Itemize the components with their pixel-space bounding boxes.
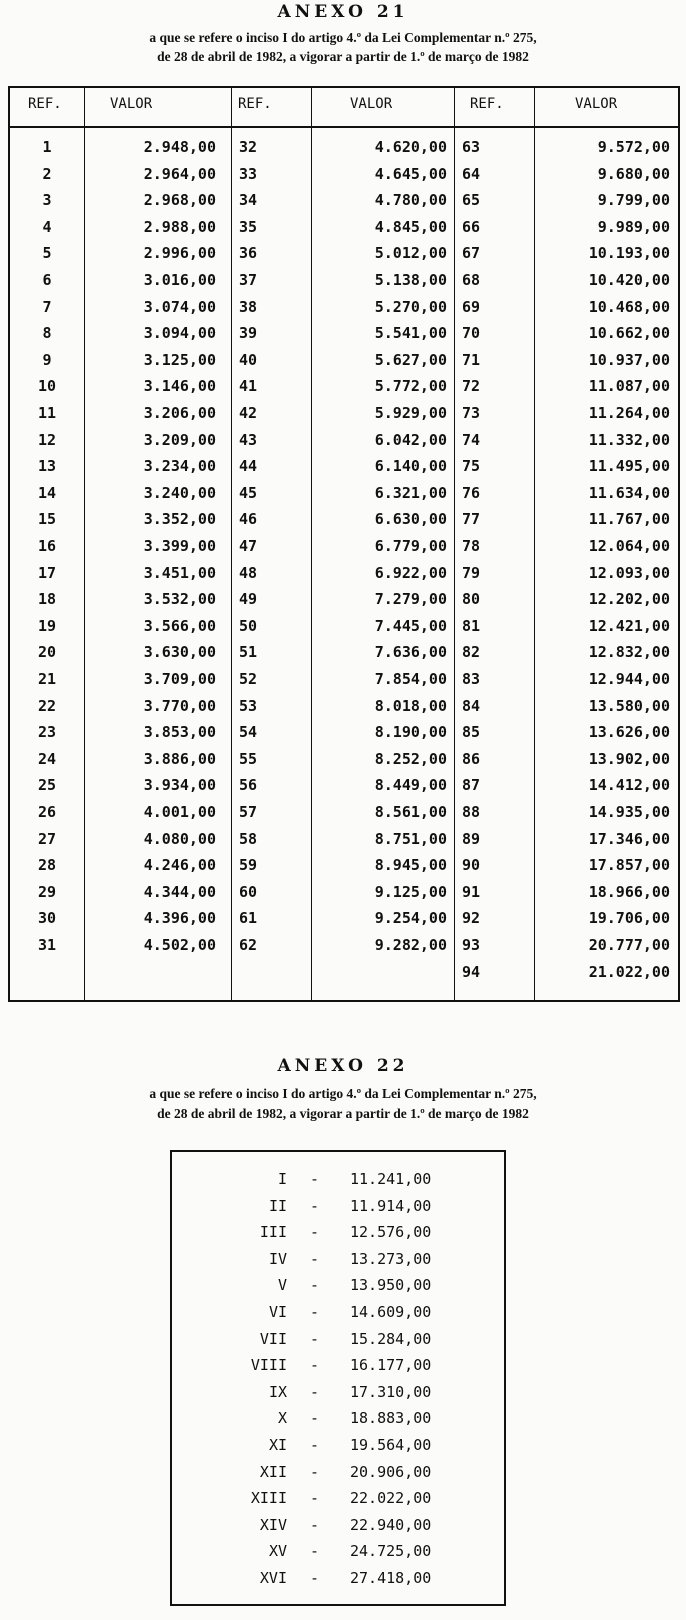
valor-cell: 9.680,00 (597, 164, 670, 183)
anexo21-table (8, 86, 680, 1002)
valor-cell: 5.772,00 (374, 377, 447, 396)
ref-cell: 21 (37, 670, 57, 688)
ref-cell: 71 (462, 350, 481, 369)
ref-cell: 20 (37, 643, 57, 662)
header-valor-2: VALOR (350, 96, 393, 112)
header-valor-3: VALOR (575, 96, 618, 112)
valor-cell: 12.421,00 (588, 616, 670, 635)
ref-cell: 45 (239, 483, 258, 502)
valor-cell: 3.532,00 (143, 590, 216, 609)
separator-dash: - (310, 1170, 320, 1188)
valor-cell: 19.564,00 (350, 1436, 432, 1454)
ref-cell: 59 (239, 856, 258, 875)
valor-cell: 12.832,00 (588, 643, 670, 662)
valor-cell: 18.966,00 (588, 882, 670, 901)
ref-roman: XIV (259, 1515, 287, 1534)
ref-cell: 3 (42, 191, 52, 210)
separator-dash: - (310, 1329, 320, 1348)
ref-roman: XV (268, 1542, 287, 1561)
valor-cell: 13.902,00 (588, 749, 670, 768)
valor-cell: 3.352,00 (143, 510, 216, 529)
ref-roman: XIII (250, 1489, 287, 1508)
valor-cell: 3.399,00 (143, 537, 216, 555)
separator-dash: - (310, 1436, 320, 1454)
anexo21-title: ANEXO 21 (277, 2, 409, 22)
ref-roman: VII (259, 1329, 287, 1348)
valor-cell: 12.944,00 (588, 670, 670, 688)
ref-cell: 86 (462, 749, 481, 768)
valor-cell: 6.630,00 (374, 510, 447, 529)
valor-cell: 3.209,00 (143, 430, 216, 449)
valor-cell: 8.561,00 (374, 803, 447, 821)
ref-cell: 78 (462, 537, 481, 555)
ref-cell: 15 (37, 510, 57, 529)
table-row (172, 1516, 504, 1538)
ref-cell: 64 (462, 164, 481, 183)
ref-cell: 39 (239, 324, 258, 343)
valor-cell: 9.572,00 (597, 138, 670, 156)
valor-cell: 2.988,00 (143, 217, 216, 236)
table-row (172, 1436, 504, 1458)
ref-cell: 46 (239, 510, 258, 529)
valor-cell: 7.854,00 (374, 670, 447, 688)
ref-cell: 48 (239, 563, 258, 582)
ref-cell: 17 (37, 563, 57, 582)
ref-cell: 24 (37, 749, 57, 768)
anexo21-subtitle-line2: de 28 de abril de 1982, a vigorar a partir de 1.º de março de 1982 (157, 49, 529, 64)
table-row (172, 1250, 504, 1272)
ref-cell: 60 (239, 882, 258, 901)
valor-cell: 9.282,00 (374, 936, 447, 954)
ref-cell: 91 (462, 882, 481, 901)
separator-dash: - (310, 1356, 320, 1375)
valor-cell: 4.780,00 (374, 191, 447, 210)
valor-cell: 6.140,00 (374, 457, 447, 476)
valor-cell: 5.929,00 (374, 404, 447, 422)
valor-cell: 14.935,00 (588, 803, 670, 821)
valor-cell: 6.779,00 (374, 537, 447, 555)
ref-cell: 77 (462, 510, 481, 529)
ref-cell: 94 (462, 962, 481, 981)
header-ref-1: REF. (28, 96, 62, 112)
separator-dash: - (310, 1409, 320, 1428)
ref-roman: IV (268, 1249, 287, 1268)
table-row (172, 1170, 504, 1192)
valor-cell: 4.502,00 (143, 936, 216, 954)
valor-cell: 18.883,00 (350, 1409, 432, 1428)
ref-cell: 53 (239, 696, 258, 715)
ref-cell: 35 (239, 217, 258, 236)
table-row (172, 1383, 504, 1405)
ref-cell: 33 (239, 164, 258, 183)
valor-cell: 12.202,00 (588, 590, 670, 609)
valor-cell: 9.799,00 (597, 191, 670, 210)
valor-cell: 2.968,00 (143, 191, 216, 210)
ref-cell: 31 (37, 936, 57, 954)
valor-cell: 17.857,00 (588, 856, 670, 875)
valor-cell: 8.751,00 (374, 829, 447, 848)
ref-cell: 93 (462, 936, 481, 954)
ref-cell: 44 (239, 457, 258, 476)
table-row (172, 1197, 504, 1219)
ref-cell: 22 (37, 696, 57, 715)
ref-cell: 75 (462, 457, 481, 476)
valor-cell: 10.420,00 (588, 271, 670, 289)
valor-cell: 9.989,00 (597, 217, 670, 236)
ref-roman: VIII (250, 1356, 287, 1375)
ref-cell: 36 (239, 244, 258, 263)
ref-cell: 6 (42, 271, 52, 289)
ref-cell: 1 (42, 138, 52, 156)
valor-cell: 3.770,00 (143, 696, 216, 715)
table-row (172, 1303, 504, 1325)
valor-cell: 2.948,00 (143, 138, 216, 156)
ref-cell: 62 (239, 936, 258, 954)
ref-cell: 67 (462, 244, 481, 263)
valor-cell: 17.310,00 (350, 1382, 432, 1401)
ref-cell: 58 (239, 829, 258, 848)
valor-cell: 4.001,00 (143, 803, 216, 821)
ref-cell: 70 (462, 324, 481, 343)
separator-dash: - (310, 1276, 320, 1295)
valor-cell: 8.252,00 (374, 749, 447, 768)
valor-cell: 3.125,00 (143, 350, 216, 369)
table-row (172, 1330, 504, 1352)
ref-cell: 34 (239, 191, 258, 210)
ref-cell: 79 (462, 563, 481, 582)
ref-cell: 23 (37, 723, 57, 742)
valor-cell: 11.914,00 (350, 1196, 432, 1215)
valor-cell: 5.270,00 (374, 297, 447, 316)
valor-cell: 10.662,00 (588, 324, 670, 343)
ref-cell: 14 (37, 483, 57, 502)
ref-cell: 27 (37, 829, 57, 848)
ref-cell: 84 (462, 696, 481, 715)
ref-cell: 13 (37, 457, 57, 476)
anexo22-subtitle-line1: a que se refere o inciso I do artigo 4.º da Lei Complementar n.º 275, (149, 1086, 537, 1101)
valor-cell: 12.093,00 (588, 563, 670, 582)
valor-cell: 3.630,00 (143, 643, 216, 662)
ref-cell: 28 (37, 856, 57, 875)
ref-cell: 16 (37, 537, 57, 555)
ref-cell: 76 (462, 483, 481, 502)
table-row (172, 1276, 504, 1298)
ref-roman: II (268, 1196, 287, 1215)
ref-cell: 80 (462, 590, 481, 609)
valor-cell: 11.634,00 (588, 483, 670, 502)
valor-cell: 13.626,00 (588, 723, 670, 742)
ref-cell: 92 (462, 909, 481, 928)
ref-cell: 40 (239, 350, 258, 369)
separator-dash: - (310, 1196, 320, 1215)
valor-cell: 9.125,00 (374, 882, 447, 901)
valor-cell: 10.193,00 (588, 244, 670, 263)
valor-cell: 4.645,00 (374, 164, 447, 183)
ref-roman: III (259, 1223, 287, 1242)
ref-cell: 8 (42, 324, 52, 343)
ref-roman: IX (268, 1382, 287, 1401)
valor-cell: 3.709,00 (143, 670, 216, 688)
valor-cell: 3.146,00 (143, 377, 216, 396)
table-row (172, 1489, 504, 1511)
valor-cell: 3.240,00 (143, 483, 216, 502)
header-valor-1: VALOR (110, 96, 153, 112)
valor-cell: 3.886,00 (143, 749, 216, 768)
valor-cell: 3.074,00 (143, 297, 216, 316)
ref-roman: I (277, 1170, 287, 1188)
ref-roman: XII (259, 1462, 287, 1481)
ref-cell: 82 (462, 643, 481, 662)
valor-cell: 3.566,00 (143, 616, 216, 635)
valor-cell: 4.344,00 (143, 882, 216, 901)
valor-cell: 8.945,00 (374, 856, 447, 875)
valor-cell: 11.241,00 (350, 1170, 432, 1188)
ref-cell: 43 (239, 430, 258, 449)
valor-cell: 11.087,00 (588, 377, 670, 396)
valor-cell: 13.580,00 (588, 696, 670, 715)
ref-cell: 89 (462, 829, 481, 848)
valor-cell: 17.346,00 (588, 829, 670, 848)
valor-cell: 4.845,00 (374, 217, 447, 236)
valor-cell: 16.177,00 (350, 1356, 432, 1375)
ref-cell: 37 (239, 271, 258, 289)
separator-dash: - (310, 1515, 320, 1534)
valor-cell: 4.246,00 (143, 856, 216, 875)
ref-cell: 73 (462, 404, 481, 422)
valor-cell: 14.609,00 (350, 1303, 432, 1321)
table-row (172, 1542, 504, 1564)
valor-cell: 3.234,00 (143, 457, 216, 476)
ref-roman: VI (268, 1303, 287, 1321)
valor-cell: 6.321,00 (374, 483, 447, 502)
ref-cell: 5 (42, 244, 52, 263)
valor-cell: 5.012,00 (374, 244, 447, 263)
anexo22-table (170, 1150, 506, 1606)
ref-cell: 56 (239, 776, 258, 795)
valor-cell: 11.332,00 (588, 430, 670, 449)
valor-cell: 21.022,00 (588, 962, 670, 981)
valor-cell: 7.636,00 (374, 643, 447, 662)
ref-cell: 32 (239, 138, 258, 156)
valor-cell: 4.396,00 (143, 909, 216, 928)
ref-cell: 61 (239, 909, 258, 928)
ref-cell: 72 (462, 377, 481, 396)
ref-cell: 2 (42, 164, 52, 183)
ref-cell: 55 (239, 749, 258, 768)
valor-cell: 3.016,00 (143, 271, 216, 289)
valor-cell: 12.064,00 (588, 537, 670, 555)
valor-cell: 8.190,00 (374, 723, 447, 742)
ref-cell: 38 (239, 297, 258, 316)
ref-cell: 11 (37, 404, 57, 422)
ref-cell: 19 (37, 616, 57, 635)
valor-cell: 20.906,00 (350, 1462, 432, 1481)
valor-cell: 11.767,00 (588, 510, 670, 529)
ref-cell: 69 (462, 297, 481, 316)
ref-cell: 68 (462, 271, 481, 289)
ref-cell: 83 (462, 670, 481, 688)
valor-cell: 2.964,00 (143, 164, 216, 183)
ref-cell: 63 (462, 138, 481, 156)
valor-cell: 3.934,00 (143, 776, 216, 795)
anexo22-title: ANEXO 22 (277, 1056, 409, 1076)
valor-cell: 10.937,00 (588, 350, 670, 369)
ref-cell: 42 (239, 404, 258, 422)
separator-dash: - (310, 1249, 320, 1268)
valor-cell: 11.264,00 (588, 404, 670, 422)
valor-cell: 24.725,00 (350, 1542, 432, 1561)
anexo21-subtitle-line1: a que se refere o inciso I do artigo 4.º da Lei Complementar n.º 275, (149, 30, 537, 45)
valor-cell: 5.138,00 (374, 271, 447, 289)
ref-cell: 12 (37, 430, 57, 449)
ref-cell: 52 (239, 670, 258, 688)
ref-cell: 85 (462, 723, 481, 742)
valor-cell: 7.445,00 (374, 616, 447, 635)
valor-cell: 9.254,00 (374, 909, 447, 928)
ref-cell: 88 (462, 803, 481, 821)
separator-dash: - (310, 1462, 320, 1481)
header-ref-3: REF. (470, 96, 504, 112)
ref-cell: 87 (462, 776, 481, 795)
valor-cell: 27.418,00 (350, 1569, 432, 1587)
ref-cell: 29 (37, 882, 57, 901)
valor-cell: 15.284,00 (350, 1329, 432, 1348)
ref-cell: 81 (462, 616, 481, 635)
valor-cell: 19.706,00 (588, 909, 670, 928)
valor-cell: 6.922,00 (374, 563, 447, 582)
ref-roman: X (277, 1409, 287, 1428)
valor-cell: 20.777,00 (588, 936, 670, 954)
ref-cell: 49 (239, 590, 258, 609)
ref-cell: 65 (462, 191, 481, 210)
ref-cell: 51 (239, 643, 258, 662)
separator-dash: - (310, 1489, 320, 1508)
valor-cell: 3.094,00 (143, 324, 216, 343)
valor-cell: 5.541,00 (374, 324, 447, 343)
ref-cell: 50 (239, 616, 258, 635)
valor-cell: 3.206,00 (143, 404, 216, 422)
ref-cell: 57 (239, 803, 258, 821)
valor-cell: 4.080,00 (143, 829, 216, 848)
table-row (172, 1223, 504, 1245)
valor-cell: 5.627,00 (374, 350, 447, 369)
ref-cell: 41 (239, 377, 258, 396)
ref-roman: XI (268, 1436, 287, 1454)
separator-dash: - (310, 1542, 320, 1561)
header-ref-2: REF. (238, 96, 272, 112)
table-row (172, 1463, 504, 1485)
table-row (172, 1409, 504, 1431)
valor-cell: 3.451,00 (143, 563, 216, 582)
valor-cell: 8.018,00 (374, 696, 447, 715)
valor-cell: 12.576,00 (350, 1223, 432, 1242)
valor-cell: 2.996,00 (143, 244, 216, 263)
ref-cell: 74 (462, 430, 481, 449)
valor-cell: 4.620,00 (374, 138, 447, 156)
valor-cell: 22.022,00 (350, 1489, 432, 1508)
ref-cell: 54 (239, 723, 258, 742)
ref-cell: 26 (37, 803, 57, 821)
ref-cell: 25 (37, 776, 57, 795)
separator-dash: - (310, 1569, 320, 1587)
separator-dash: - (310, 1303, 320, 1321)
valor-cell: 14.412,00 (588, 776, 670, 795)
ref-cell: 90 (462, 856, 481, 875)
ref-cell: 7 (42, 297, 52, 316)
table-row (172, 1569, 504, 1591)
ref-cell: 30 (37, 909, 57, 928)
separator-dash: - (310, 1382, 320, 1401)
valor-cell: 13.273,00 (350, 1249, 432, 1268)
ref-cell: 4 (42, 217, 52, 236)
ref-roman: V (277, 1276, 287, 1295)
separator-dash: - (310, 1223, 320, 1242)
valor-cell: 7.279,00 (374, 590, 447, 609)
table-row (172, 1356, 504, 1378)
valor-cell: 3.853,00 (143, 723, 216, 742)
ref-cell: 9 (42, 350, 52, 369)
valor-cell: 22.940,00 (350, 1515, 432, 1534)
anexo22-subtitle-line2: de 28 de abril de 1982, a vigorar a partir de 1.º de março de 1982 (157, 1106, 529, 1121)
valor-cell: 11.495,00 (588, 457, 670, 476)
valor-cell: 6.042,00 (374, 430, 447, 449)
valor-cell: 13.950,00 (350, 1276, 432, 1295)
ref-cell: 47 (239, 537, 258, 555)
valor-cell: 10.468,00 (588, 297, 670, 316)
valor-cell: 8.449,00 (374, 776, 447, 795)
ref-cell: 18 (37, 590, 57, 609)
ref-cell: 10 (37, 377, 57, 396)
ref-roman: XVI (259, 1569, 287, 1587)
ref-cell: 66 (462, 217, 481, 236)
